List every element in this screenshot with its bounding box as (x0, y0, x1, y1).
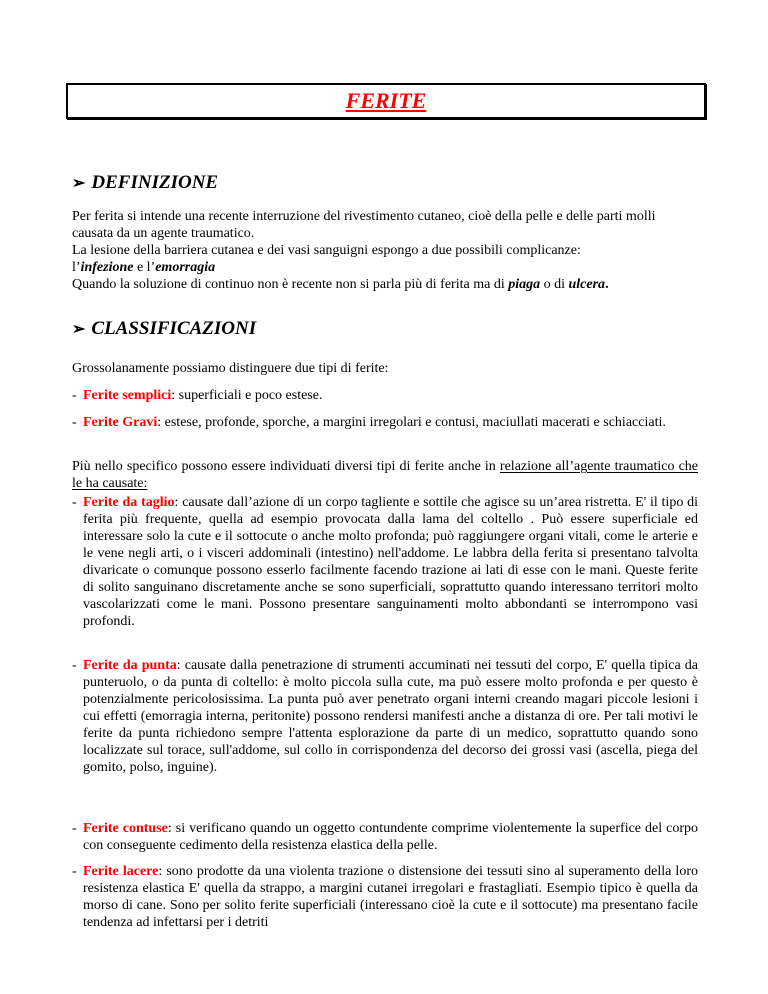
classificazioni-intro: Grossolanamente possiamo distinguere due tipi di ferite: (72, 361, 389, 376)
term-piaga: piaga (508, 277, 541, 292)
list-item (72, 863, 698, 931)
item-term: Ferite da punta (83, 658, 177, 673)
list-item (72, 494, 698, 630)
item-text: : estese, profonde, sporche, a margini irregolari e contusi, maciullati macerati e schiacciati. (157, 415, 666, 430)
dash-bullet: - (72, 821, 77, 836)
list-item (72, 657, 698, 776)
list-item (72, 820, 698, 854)
section-heading-classificazioni (72, 318, 256, 340)
text: Quando la soluzione di continuo non è recente non si parla più di ferita ma di (72, 277, 509, 292)
title-box (66, 83, 706, 119)
text: o di (540, 277, 569, 292)
list-item (72, 414, 698, 431)
dash-bullet: - (72, 388, 77, 403)
definizione-line: La lesione della barriera cutanea e dei vasi sanguigni espongo a due possibili complicanze: (72, 243, 581, 258)
term-infezione: infezione (80, 260, 134, 275)
text: e l’ (133, 260, 156, 275)
item-text: : causate dall’azione di un corpo tagliente e sottile che agisce su un’area ristretta. E' il tipo di ferita più frequente, quella ad esempio provocata dalla lama del coltello . Può essere superficiale ed interessare solo la cute e il sottocute o anche molto profonda; può raggiungere organi vitali, come le arterie e le vene negli arti, o i visceri addominali (intestino) nell'addome. Le labbra della ferita si presentano talvolta divaricate o comunque possono esserlo facilmente facendo trazione ai lati di esse con le mani. Queste ferite di solito sanguinano discretamente anche se sono superficiali, soprattutto quando interessano territori molto vascolarizzati come le mani. Possono presentare sanguinamenti molto abbondanti se interrompono vasi profondi. (83, 495, 698, 629)
item-text: : si verificano quando un oggetto contundente comprime violentemente la superfice del corpo con conseguente cedimento della resistenza elastica della pelle. (83, 821, 698, 853)
definizione-body (72, 208, 698, 293)
item-text: : superficiali e poco estese. (171, 388, 323, 403)
heading-text: CLASSIFICAZIONI (91, 318, 257, 339)
item-term: Ferite da taglio (83, 495, 175, 510)
definizione-line (72, 259, 698, 276)
underlined-text: relazione all’agente traumatico che le ha causate: (72, 459, 699, 491)
text: Più nello specifico possono essere individuati diversi tipi di ferite anche in (72, 459, 500, 474)
item-term: Ferite semplici (83, 388, 172, 403)
arrow-bullet-icon: ➢ (72, 321, 86, 338)
item-text: : sono prodotte da una violenta trazione o distensione dei tessuti sino al superamento della loro resistenza elastica E' quella da strappo, a margini cutanei irregolari e frastagliati. Esempio tipico è quella da morso di cane. Sono per solito ferite superficiali (interessano cioè la cute e il sottocute) ma presentano facile tendenza ad infettarsi per i detriti (83, 864, 698, 930)
dash-bullet: - (72, 415, 77, 430)
dash-bullet: - (72, 495, 77, 510)
item-term: Ferite contuse (83, 821, 168, 836)
item-term: Ferite lacere (83, 864, 159, 879)
dash-bullet: - (72, 658, 77, 673)
definizione-line (72, 276, 698, 293)
heading-text: DEFINIZIONE (91, 172, 219, 193)
page-title: FERITE (345, 88, 427, 113)
item-text: : causate dalla penetrazione di strumenti accuminati nei tessuti del corpo, E' quella tipica da punteruolo, o da punta di coltello: è molto piccola sulla cute, ma può essere molto profonda e per questo è potenzialmente pericolosissima. La punta può aver penetrato organi interni creando magari piccole lesioni i cui effetti (emorragia interna, peritonite) possono rendersi manifesti anche a distanza di ore. Per tali motivi le ferite da punta richiedono sempre l'attenta esplorazione da parte di un medico, soprattutto quando sono localizzate sul torace, sull'addome, sul collo in corrispondenza del decorso dei grossi vasi (ascella, piega del gomito, polso, inguine). (83, 658, 698, 775)
text: . (605, 277, 609, 292)
term-ulcera: ulcera (568, 277, 606, 292)
classificazioni-intro2 (72, 458, 698, 492)
section-heading-definizione (72, 172, 218, 194)
list-item (72, 387, 698, 404)
dash-bullet: - (72, 864, 77, 879)
arrow-bullet-icon: ➢ (72, 175, 86, 192)
definizione-line: Per ferita si intende una recente interruzione del rivestimento cutaneo, cioè della pelle e delle parti molli causata da un agente traumatico. (72, 209, 656, 241)
text: l’ (72, 260, 81, 275)
item-term: Ferite Gravi (83, 415, 158, 430)
term-emorragia: emorragia (155, 260, 216, 275)
